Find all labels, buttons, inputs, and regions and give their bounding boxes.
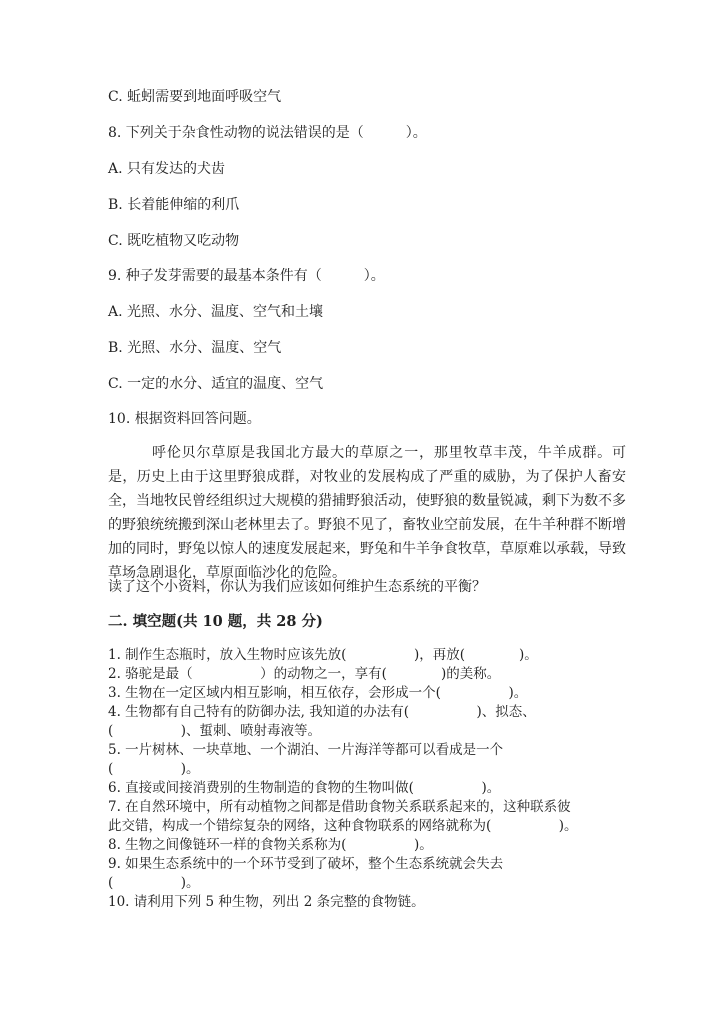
fill-line: 10. 请利用下列 5 种生物，列出 2 条完整的食物链。 <box>108 894 425 910</box>
q10-stem: 10. 根据资料回答问题。 <box>108 411 261 427</box>
q9-option-b: B. 光照、水分、温度、空气 <box>108 340 282 356</box>
q9-option-c: C. 一定的水分、适宜的温度、空气 <box>108 376 324 392</box>
fill-line: 2. 骆驼是最（ ）的动物之一，享有( )的美称。 <box>108 666 501 682</box>
fill-line: 6. 直接或间接消费别的生物制造的食物的生物叫做( )。 <box>108 780 501 796</box>
fill-line: 1. 制作生态瓶时，放入生物时应该先放( )，再放( )。 <box>108 647 538 663</box>
fill-line: 3. 生物在一定区域内相互影响，相互依存，会形成一个( )。 <box>108 685 528 701</box>
section-title-fill-in: 二. 填空题(共 10 题，共 28 分) <box>108 613 323 630</box>
fill-line: ( )。 <box>108 761 200 777</box>
fill-line: ( )、蜇刺、喷射毒液等。 <box>108 723 322 739</box>
q9-option-a: A. 光照、水分、温度、空气和土壤 <box>108 304 324 320</box>
fill-line: 9. 如果生态系统中的一个环节受到了破坏，整个生态系统就会失去 <box>108 856 504 872</box>
q10-question: 读了这个小资料，你认为我们应该如何维护生态系统的平衡？ <box>108 579 486 595</box>
q10-passage: 呼伦贝尔草原是我国北方最大的草原之一，那里牧草丰茂，牛羊成群。可是，历史上由于这里野狼成群，对牧业的发展构成了严重的威胁，为了保护人畜安全，当地牧民曾经组织过大规模的猎捕野狼活动，使野狼的数量锐减，剩下为数不多的野狼统统搬到深山老林里去了。野狼不见了，畜牧业空前发展，在牛羊种群不断增加的同时，野兔以惊人的速度发展起来，野兔和牛羊争食牧草，草原难以承载，导致草场急剧退化，草原面临沙化的危险。 <box>108 445 626 581</box>
q8-option-c: C. 既吃植物又吃动物 <box>108 233 240 249</box>
fill-line: ( )。 <box>108 875 200 891</box>
q7-option-c: C. 蚯蚓需要到地面呼吸空气 <box>108 89 282 105</box>
q8-option-a: A. 只有发达的犬齿 <box>108 161 226 177</box>
fill-line: 4. 生物都有自己特有的防御办法, 我知道的办法有( )、拟态、 <box>108 704 536 720</box>
fill-line: 此交错，构成一个错综复杂的网络，这种食物联系的网络就称为( )。 <box>108 818 578 834</box>
fill-line: 5. 一片树林、一块草地、一个湖泊、一片海洋等都可以看成是一个 <box>108 742 504 758</box>
fill-line: 8. 生物之间像链环一样的食物关系称为( )。 <box>108 837 433 853</box>
q9-stem: 9. 种子发芽需要的最基本条件有（ ）。 <box>108 268 385 284</box>
fill-line: 7. 在自然环境中，所有动植物之间都是借助食物关系联系起来的，这种联系彼 <box>108 799 571 815</box>
q8-stem: 8. 下列关于杂食性动物的说法错误的是（ ）。 <box>108 125 427 141</box>
q8-option-b: B. 长着能伸缩的利爪 <box>108 197 240 213</box>
